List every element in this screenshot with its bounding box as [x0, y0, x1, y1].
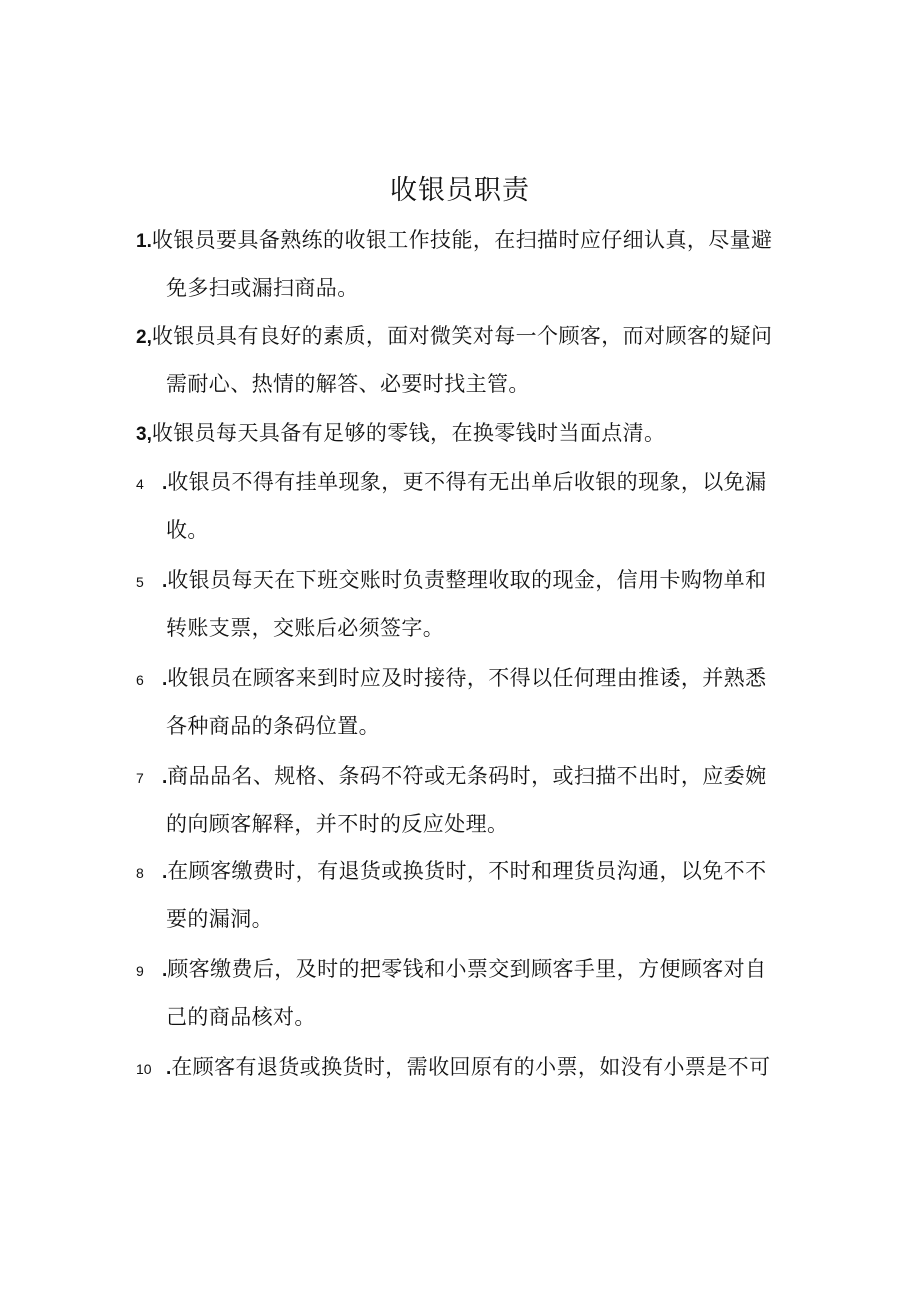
item-text: 要的漏洞。: [166, 907, 273, 931]
item-line: [136, 468, 766, 496]
item-line: [136, 664, 766, 692]
item-dot: .: [162, 571, 168, 592]
item-dot: .: [162, 473, 168, 494]
item-number: 7: [136, 770, 144, 786]
item-text: 收银员每天在下班交账时负责整理收取的现金，信用卡购物单和: [167, 568, 767, 592]
item-number: 5: [136, 574, 144, 590]
item-line: [166, 1003, 316, 1031]
item-dot: .: [166, 1058, 172, 1079]
item-text: 收银员不得有挂单现象，更不得有无出单后收银的现象，以免漏: [167, 470, 767, 494]
item-line: [166, 516, 209, 544]
item-line: [166, 810, 508, 838]
item-text: 收。: [166, 518, 209, 542]
item-dot: .: [162, 960, 168, 981]
item-line: [136, 955, 766, 983]
item-text: 的向顾客解释，并不时的反应处理。: [166, 812, 509, 836]
item-line: [136, 226, 772, 254]
item-text: 转账支票，交账后必须签字。: [166, 616, 445, 640]
item-text: 收银员要具备熟练的收银工作技能，在扫描时应仔细认真，尽量避: [151, 228, 773, 252]
item-text: 己的商品核对。: [166, 1005, 316, 1029]
item-line: [136, 762, 766, 790]
document-title: 收银员职责: [390, 175, 530, 206]
item-line: [166, 274, 359, 302]
item-number: 9: [136, 963, 144, 979]
item-number: 1.: [136, 231, 152, 252]
item-number: 10: [136, 1061, 152, 1077]
item-text: 在顾客有退货或换货时，需收回原有的小票，如没有小票是不可: [171, 1055, 771, 1079]
item-line: [136, 566, 766, 594]
item-number: 8: [136, 865, 144, 881]
item-dot: .: [162, 862, 168, 883]
item-line: [166, 614, 444, 642]
item-dot: .: [162, 669, 168, 690]
item-text: 在顾客缴费时，有退货或换货时，不时和理货员沟通，以免不不: [167, 859, 767, 883]
item-text: 商品品名、规格、条码不符或无条码时，或扫描不出时，应委婉: [167, 764, 767, 788]
item-line: [166, 712, 380, 740]
item-line: [136, 322, 772, 350]
item-line: [136, 419, 665, 447]
item-number: 6: [136, 672, 144, 688]
item-text: 免多扫或漏扫商品。: [166, 276, 359, 300]
item-text: 收银员每天具备有足够的零钱，在换零钱时当面点清。: [151, 421, 666, 445]
item-dot: .: [162, 767, 168, 788]
item-number: 3,: [136, 424, 152, 445]
item-number: 2,: [136, 327, 152, 348]
item-line: [136, 857, 766, 885]
item-text: 收银员在顾客来到时应及时接待，不得以任何理由推诿，并熟悉: [167, 666, 767, 690]
item-text: 各种商品的条码位置。: [166, 714, 380, 738]
item-text: 需耐心、热情的解答、必要时找主管。: [166, 372, 530, 396]
item-text: 顾客缴费后，及时的把零钱和小票交到顾客手里，方便顾客对自: [167, 957, 767, 981]
item-line: [166, 905, 273, 933]
item-line: [136, 1053, 770, 1081]
item-text: 收银员具有良好的素质，面对微笑对每一个顾客，而对顾客的疑问: [151, 324, 773, 348]
item-line: [166, 370, 530, 398]
item-number: 4: [136, 476, 144, 492]
